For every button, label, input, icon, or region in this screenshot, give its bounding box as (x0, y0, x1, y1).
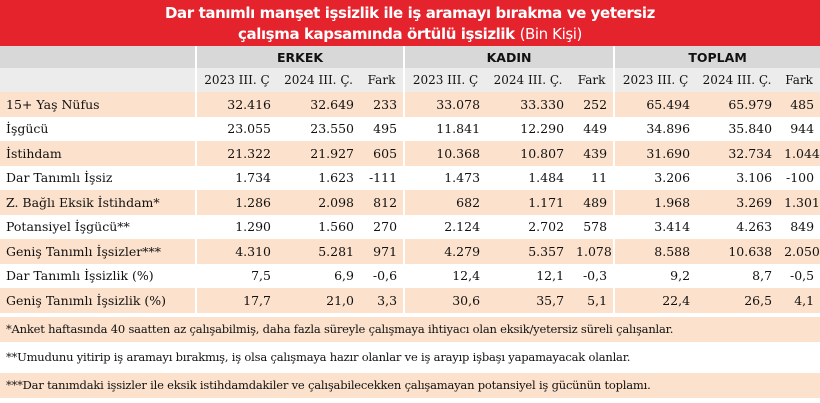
table-cell: 495 (360, 117, 404, 142)
footnotes (0, 317, 820, 398)
table-cell: 9,2 (614, 264, 696, 289)
table-cell: -111 (360, 166, 404, 191)
header-corner (0, 46, 196, 68)
table-cell: 3.106 (696, 166, 778, 191)
table-cell: -0,6 (360, 264, 404, 289)
table-row (0, 264, 820, 289)
table-cell: 23.550 (277, 117, 360, 142)
group-header: KADIN (404, 46, 614, 68)
table-cell: 10.368 (404, 141, 486, 166)
table-cell: 21,0 (277, 288, 360, 313)
table-cell: 10.807 (486, 141, 570, 166)
row-label: Dar Tanımlı İşsiz (0, 166, 196, 191)
table-cell: 6,9 (277, 264, 360, 289)
table-cell: 65.979 (696, 92, 778, 117)
table-cell: 33.330 (486, 92, 570, 117)
column-header: 2023 III. Ç (196, 68, 277, 92)
table-cell: 1.734 (196, 166, 277, 191)
table-cell: 578 (570, 215, 614, 240)
row-label: Z. Bağlı Eksik İstihdam* (0, 190, 196, 215)
table-cell: 23.055 (196, 117, 277, 142)
footnote-2: **Umudunu yitirip iş aramayı bırakmış, iş olsa çalışmaya hazır olanlar ve iş arayıp işbaşı yapamayacak olanlar. (0, 345, 820, 370)
table-cell: 5.357 (486, 239, 570, 264)
table-cell: 605 (360, 141, 404, 166)
table-row (0, 239, 820, 264)
table-cell: 849 (778, 215, 820, 240)
table-cell: 31.690 (614, 141, 696, 166)
table-cell: 11.841 (404, 117, 486, 142)
table-cell: 32.734 (696, 141, 778, 166)
table-cell: 3,3 (360, 288, 404, 313)
table-cell: 7,5 (196, 264, 277, 289)
table-row (0, 190, 820, 215)
table-cell: 3.269 (696, 190, 778, 215)
table-cell: -100 (778, 166, 820, 191)
row-label: İşgücü (0, 117, 196, 142)
table-cell: 1.560 (277, 215, 360, 240)
column-header: Fark (570, 68, 614, 92)
table-cell: 1.044 (778, 141, 820, 166)
table-cell: 1.290 (196, 215, 277, 240)
table-cell: 1.078 (570, 239, 614, 264)
table-cell: 32.649 (277, 92, 360, 117)
table-cell: 489 (570, 190, 614, 215)
table-cell: 1.301 (778, 190, 820, 215)
table-cell: 485 (778, 92, 820, 117)
table-cell: 12,4 (404, 264, 486, 289)
table-cell: 1.473 (404, 166, 486, 191)
table-cell: 34.896 (614, 117, 696, 142)
table-cell: 233 (360, 92, 404, 117)
table-cell: 2.124 (404, 215, 486, 240)
table-row (0, 288, 820, 313)
table-cell: 5,1 (570, 288, 614, 313)
table-cell: 4.279 (404, 239, 486, 264)
table-row (0, 92, 820, 117)
table-cell: 12,1 (486, 264, 570, 289)
column-header: 2024 III. Ç. (277, 68, 360, 92)
table-cell: -0,3 (570, 264, 614, 289)
table-cell: 10.638 (696, 239, 778, 264)
table-cell: 4.310 (196, 239, 277, 264)
table-cell: 449 (570, 117, 614, 142)
column-header: Fark (360, 68, 404, 92)
table-cell: 11 (570, 166, 614, 191)
footnote-1: *Anket haftasında 40 saatten az çalışabilmiş, daha fazla süreyle çalışmaya ihtiyacı olan eksik/yetersiz süreli çalışanlar. (0, 317, 820, 342)
column-header: 2024 III. Ç. (696, 68, 778, 92)
table-cell: 33.078 (404, 92, 486, 117)
title-line-2 (0, 24, 820, 45)
table-cell: 1.484 (486, 166, 570, 191)
table-cell: 17,7 (196, 288, 277, 313)
table-cell: -0,5 (778, 264, 820, 289)
table-cell: 270 (360, 215, 404, 240)
table-row (0, 117, 820, 142)
table-cell: 3.206 (614, 166, 696, 191)
row-label: 15+ Yaş Nüfus (0, 92, 196, 117)
row-label: Geniş Tanımlı İşsizler*** (0, 239, 196, 264)
row-label: Dar Tanımlı İşsizlik (%) (0, 264, 196, 289)
row-label: Potansiyel İşgücü** (0, 215, 196, 240)
table-row (0, 141, 820, 166)
table-cell: 35,7 (486, 288, 570, 313)
row-label: İstihdam (0, 141, 196, 166)
table-cell: 971 (360, 239, 404, 264)
table-cell: 1.286 (196, 190, 277, 215)
table-cell: 1.623 (277, 166, 360, 191)
table-cell: 26,5 (696, 288, 778, 313)
table-row (0, 215, 820, 240)
table-cell: 1.968 (614, 190, 696, 215)
table-cell: 944 (778, 117, 820, 142)
table-cell: 35.840 (696, 117, 778, 142)
table-row (0, 166, 820, 191)
table-cell: 812 (360, 190, 404, 215)
table-cell: 21.927 (277, 141, 360, 166)
table-cell: 4,1 (778, 288, 820, 313)
table-cell: 30,6 (404, 288, 486, 313)
table-cell: 3.414 (614, 215, 696, 240)
table-cell: 1.171 (486, 190, 570, 215)
table-cell: 8.588 (614, 239, 696, 264)
table-cell: 22,4 (614, 288, 696, 313)
table-cell: 682 (404, 190, 486, 215)
table-cell: 21.322 (196, 141, 277, 166)
column-header: 2023 III. Ç (404, 68, 486, 92)
group-header: TOPLAM (614, 46, 820, 68)
table-title (0, 0, 820, 46)
table-cell: 8,7 (696, 264, 778, 289)
column-header: Fark (778, 68, 820, 92)
column-header: 2023 III. Ç (614, 68, 696, 92)
table-cell: 65.494 (614, 92, 696, 117)
table-cell: 12.290 (486, 117, 570, 142)
table-cell: 439 (570, 141, 614, 166)
title-unit: (Bin Kişi) (519, 25, 582, 43)
header-corner (0, 68, 196, 92)
table-cell: 32.416 (196, 92, 277, 117)
group-header-row (0, 46, 820, 68)
group-header: ERKEK (196, 46, 404, 68)
footnote-3: ***Dar tanımdaki işsizler ile eksik istihdamdakiler ve çalışabilecekken çalışamayan potansiyel iş gücünün toplamı. (0, 373, 820, 398)
period-header-row (0, 68, 820, 92)
table-cell: 2.098 (277, 190, 360, 215)
title-line-2-text: çalışma kapsamında örtülü işsizlik (237, 25, 515, 43)
table-cell: 2.702 (486, 215, 570, 240)
title-line-1: Dar tanımlı manşet işsizlik ile iş aramayı bırakma ve yetersiz (165, 4, 655, 22)
table-cell: 5.281 (277, 239, 360, 264)
table-cell: 2.050 (778, 239, 820, 264)
unemployment-table (0, 46, 820, 313)
table-cell: 252 (570, 92, 614, 117)
row-label: Geniş Tanımlı İşsizlik (%) (0, 288, 196, 313)
table-cell: 4.263 (696, 215, 778, 240)
column-header: 2024 III. Ç. (486, 68, 570, 92)
